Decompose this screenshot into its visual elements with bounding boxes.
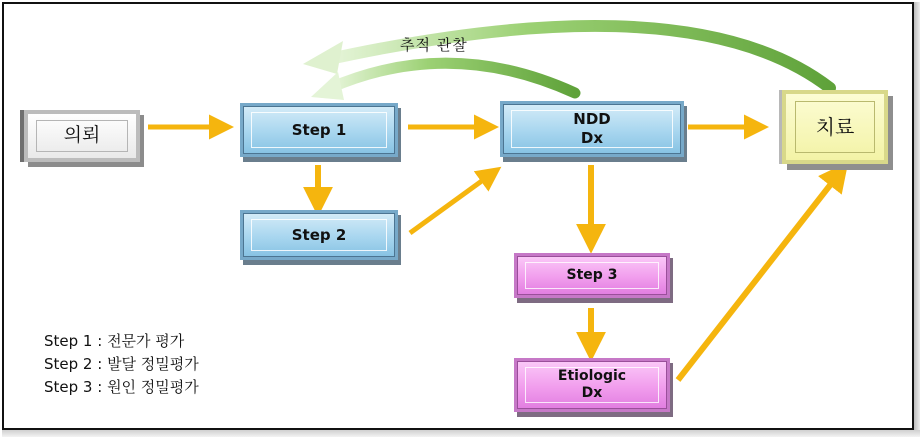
legend-step: Step 3 <box>44 378 93 396</box>
followup-arc-inner <box>330 63 575 93</box>
arrow-step2-ndd <box>410 175 490 233</box>
node-treatment <box>782 90 888 164</box>
node-etiologic-line1: Etiologic <box>557 367 627 384</box>
node-ndd-dx <box>500 101 684 157</box>
node-etiologic-dx <box>514 358 670 412</box>
node-referral <box>24 110 140 162</box>
legend-step: Step 1 <box>44 332 93 350</box>
legend-desc: 원인 정밀평가 <box>107 378 199 396</box>
node-referral-label: 의뢰 <box>63 124 101 147</box>
follow-up-label: 추적 관찰 <box>400 36 468 54</box>
node-treatment-label: 치료 <box>815 114 855 139</box>
node-ndd-line2: Dx <box>580 129 604 147</box>
legend-separator: : <box>92 332 108 350</box>
legend <box>44 330 199 399</box>
node-etiologic-line2: Dx <box>581 385 603 401</box>
node-step1-label: Step 1 <box>291 120 347 139</box>
legend-separator: : <box>92 378 108 396</box>
arrow-etiologic-treatment <box>678 175 838 380</box>
node-step2-label: Step 2 <box>291 225 347 244</box>
legend-row <box>44 376 199 399</box>
legend-separator: : <box>92 355 108 373</box>
legend-row <box>44 330 199 353</box>
followup-arc-outer-head <box>303 41 343 74</box>
legend-step: Step 2 <box>44 355 93 373</box>
node-step2 <box>240 210 398 260</box>
node-ndd-line1: NDD <box>573 110 611 129</box>
legend-row <box>44 353 199 376</box>
node-step1 <box>240 103 398 157</box>
legend-desc: 전문가 평가 <box>107 332 185 350</box>
legend-desc: 발달 정밀평가 <box>107 355 199 373</box>
node-step3-label: Step 3 <box>566 266 618 283</box>
followup-arc-inner-head <box>311 72 344 100</box>
node-step3 <box>514 253 670 298</box>
